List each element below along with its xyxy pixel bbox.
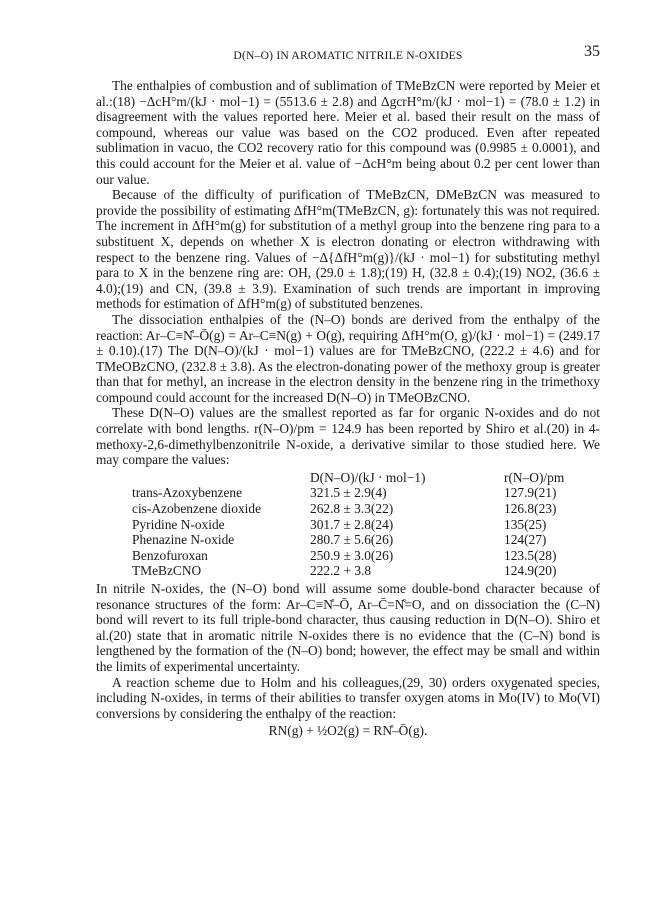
table-row (96, 548, 600, 564)
paragraph-4: These D(N–O) values are the smallest reported as far for organic N-oxides and do not correlate with bond lengths. r(N–O)/pm = 124.9 has been reported by Shiro et al.(20) in 4-methoxy-2,6-dimethylbenzonitrile N-oxide, a derivative similar to those studied here. We may compare the values: (96, 405, 600, 468)
paragraph-5: In nitrile N-oxides, the (N–O) bond will assume some double-bond character because of resonance structures of the form: Ar–C≡N̊–Ō, Ar–C̄=N̊=O, and on dissociation the (C–N) bond will revert to its full triple-bond character, thus causing reduction in D(N–O). Shiro et al.(20) state that in aromatic nitrile N-oxides there is no evidence that the (C–N) bond is lengthened by the formation of the (N–O) bond; however, the effect may be small and within the limits of experimental uncertainty. (96, 581, 600, 674)
paragraph-2: Because of the difficulty of purification of TMeBzCN, DMeBzCN was measured to provide the possibility of estimating ΔfH°m(TMeBzCN, g): fortunately this was not required. The increment in ΔfH°m(g) for substitution of a methyl group into the benzene ring para to a substituent X, depends on whether X is electron donating or electron withdrawing with respect to the benzene ring. Values of −Δ{ΔfH°m(g)}/(kJ · mol−1) for substituting methyl para to X in the benzene ring are: OH, (29.0 ± 1.8);(19) H, (32.8 ± 0.4);(19) NO2, (36.6 ± 4.0);(19) and CN, (39.8 ± 3.9). Examination of such trends are important in improving methods for estimation of ΔfH°m(g) of substituted benzenes. (96, 187, 600, 312)
table-cell-enthalpy: 321.5 ± 2.9(4) (310, 485, 387, 501)
table-cell-compound: trans-Azoxybenzene (132, 485, 243, 501)
table-cell-bond-length: 127.9(21) (504, 485, 557, 501)
table-header-bond-length: r(N–O)/pm (504, 469, 565, 485)
paragraph-6: A reaction scheme due to Holm and his colleagues,(29, 30) orders oxygenated species, including N-oxides, in terms of their abilities to transfer oxygen atoms in Mo(IV) to Mo(VI) conversions by considering the enthalpy of the reaction: (96, 674, 600, 721)
table-row (96, 485, 600, 501)
table-cell-bond-length: 124(27) (504, 532, 547, 548)
table-row (96, 517, 600, 533)
paragraph-3: The dissociation enthalpies of the (N–O) bonds are derived from the enthalpy of the reaction: Ar–C≡N̊–Ō(g) = Ar–C≡N(g) + O(g), requiring ΔfH°m(O, g)/(kJ · mol−1) = (249.17 ± 0.10).(17) The D(N–O)/(kJ · mol−1) values are for TMeBzCNO, (222.2 ± 4.6) and for TMeOBzCNO, (232.8 ± 3.8). As the electron-donating power of the methoxy group is greater than that for methyl, an increase in the electron density in the benzene ring in the trimethoxy compound could account for the increased D(N–O) in TMeOBzCNO. (96, 311, 600, 405)
running-head: D(N–O) IN AROMATIC NITRILE N-OXIDES (233, 49, 463, 62)
table-cell-bond-length: 123.5(28) (504, 547, 557, 563)
table-header-compound (96, 470, 310, 486)
table-cell-enthalpy: 280.7 ± 5.6(26) (310, 532, 394, 548)
table-cell-bond-length: 126.8(23) (504, 501, 557, 517)
comparison-table (96, 470, 600, 579)
table-header-row (96, 470, 600, 486)
table-cell-compound: cis-Azobenzene dioxide (132, 501, 262, 517)
table-header-enthalpy: D(N–O)/(kJ · mol−1) (310, 469, 426, 485)
table-cell-compound: Benzofuroxan (132, 547, 208, 563)
table-cell-bond-length: 124.9(20) (504, 563, 557, 579)
body-text (96, 78, 600, 739)
table-row (96, 563, 600, 579)
table-cell-compound: Pyridine N-oxide (132, 516, 225, 532)
reaction-equation: RN(g) + ½O2(g) = RN̊–Ō(g). (268, 723, 428, 739)
table-cell-enthalpy: 250.9 ± 3.0(26) (310, 547, 394, 563)
table-cell-enthalpy: 222.2 + 3.8 (310, 563, 372, 579)
table-cell-enthalpy: 301.7 ± 2.8(24) (310, 516, 394, 532)
page-number: 35 (584, 43, 600, 60)
table-cell-compound: Phenazine N-oxide (132, 532, 235, 548)
page-header (96, 44, 600, 64)
table-row (96, 532, 600, 548)
table-cell-compound: TMeBzCNO (132, 563, 202, 579)
table-cell-enthalpy: 262.8 ± 3.3(22) (310, 501, 394, 517)
table-cell-bond-length: 135(25) (504, 516, 547, 532)
table-row (96, 501, 600, 517)
paragraph-1: The enthalpies of combustion and of sublimation of TMeBzCN were reported by Meier et al.:(18) −ΔcH°m/(kJ · mol−1) = (5513.6 ± 2.8) and ΔgcrH°m/(kJ · mol−1) = (78.0 ± 1.2) in disagreement with the values reported here. Meier et al. based their result on the mass of compound, whereas our value was based on the CO2 produced. Even after repeated sublimation in vacuo, the CO2 recovery ratio for this compound was (0.9985 ± 0.0001), and this could account for the Meier et al. value of −ΔcH°m being about 0.2 per cent lower than our value. (96, 78, 600, 187)
